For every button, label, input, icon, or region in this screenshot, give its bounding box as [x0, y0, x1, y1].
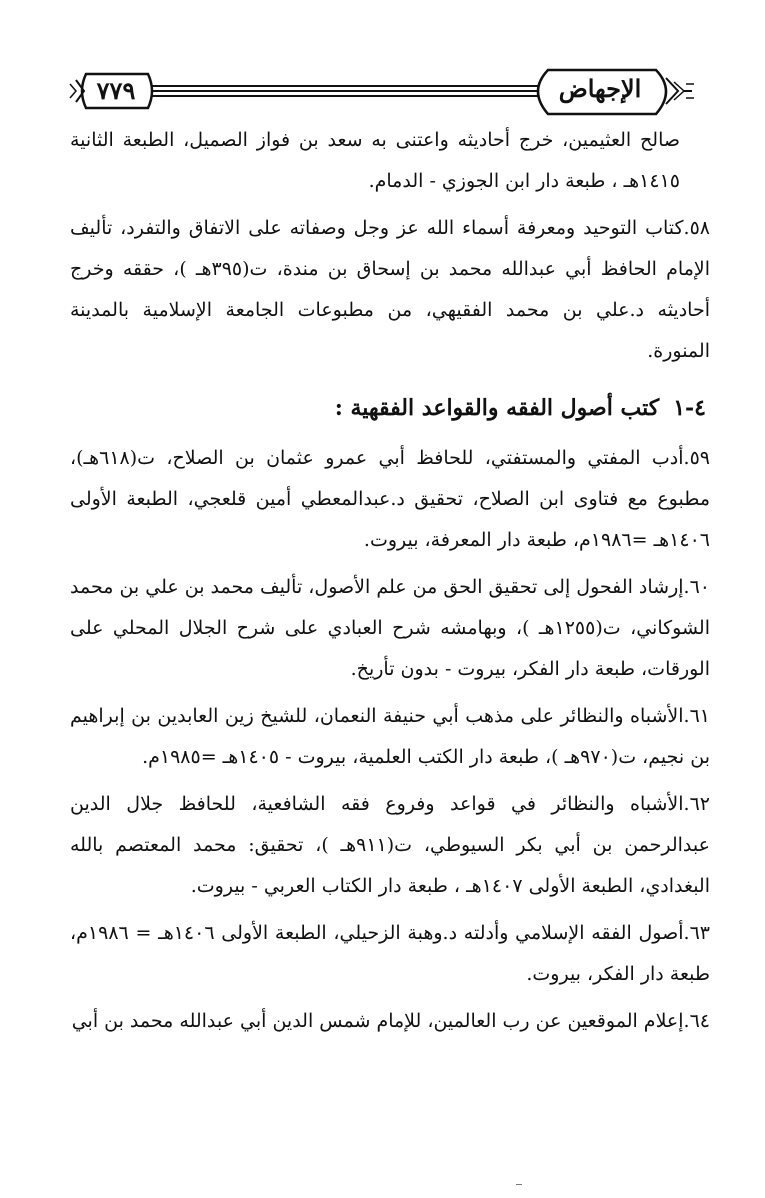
- bibliography-entry: [70, 784, 710, 907]
- page-number: ٧٧٩: [96, 76, 136, 105]
- bibliography-entry: [70, 438, 710, 561]
- entry-text: أدب المفتي والمستفتي، للحافظ أبي عمرو عثمان بن الصلاح، ت(٦١٨هـ)، مطبوع مع فتاوى ابن الصلاح، تحقيق د.عبدالمعطي أمين قلعجي، الطبعة الأولى ١٤٠٦هـ =١٩٨٦م، طبعة دار المعرفة، بيروت.: [70, 447, 710, 551]
- entry-number: ٦١.: [683, 705, 710, 727]
- bibliography-entry-58: [70, 208, 710, 372]
- page-content: [70, 120, 710, 1042]
- entry-number: ٦٠.: [683, 576, 710, 598]
- entry-text: أصول الفقه الإسلامي وأدلته د.وهبة الزحيلي، الطبعة الأولى ١٤٠٦هـ = ١٩٨٦م، طبعة دار الفكر، بيروت.: [70, 922, 710, 985]
- entry-number: ٦٣.: [683, 922, 710, 944]
- entry-text: الأشباه والنظائر على مذهب أبي حنيفة النعمان، للشيخ زين العابدين بن إبراهيم بن نجيم، ت(٩٧٠هـ )، طبعة دار الكتب العلمية، بيروت - ١٤٠٥هـ =١٩٨٥م.: [70, 705, 710, 768]
- entry-number: ٦٢.: [683, 793, 710, 815]
- bibliography-entry: [70, 567, 710, 690]
- page-mark: [516, 1184, 522, 1185]
- continued-paragraph: صالح العثيمين، خرج أحاديثه واعتنى به سعد بن فواز الصميل، الطبعة الثانية ١٤١٥هـ ، طبعة دار ابن الجوزي - الدمام.: [70, 129, 680, 192]
- entry-text: الأشباه والنظائر في قواعد وفروع فقه الشافعية، للحافظ جلال الدين عبدالرحمن بن أبي بكر السيوطي، ت(٩١١هـ )، تحقيق: محمد المعتصم بالله البغدادي، الطبعة الأولى ١٤٠٧هـ ، طبعة دار الكتاب العربي - بيروت.: [70, 793, 710, 897]
- entry-text: إعلام الموقعين عن رب العالمين، للإمام شمس الدين أبي عبدالله محمد بن أبي: [71, 1010, 684, 1032]
- section-title: كتب أصول الفقه والقواعد الفقهية :: [334, 395, 660, 421]
- bibliography-entry: [70, 913, 710, 995]
- bibliography-entry: [70, 1001, 710, 1042]
- entry-number: ٥٨.: [683, 217, 710, 239]
- section-number: ٤-١: [673, 395, 706, 421]
- section-heading: [70, 388, 710, 428]
- entry-text: إرشاد الفحول إلى تحقيق الحق من علم الأصول، تأليف محمد بن علي بن محمد الشوكاني، ت(١٢٥٥هـ )، وبهامشه شرح العبادي على شرح الجلال المحلي على الورقات، طبعة دار الفكر، بيروت - بدون تأريخ.: [70, 576, 710, 680]
- bibliography-entry: [70, 696, 710, 778]
- entry-number: ٥٩.: [683, 447, 710, 469]
- entry-text: كتاب التوحيد ومعرفة أسماء الله عز وجل وصفاته على الاتفاق والتفرد، تأليف الإمام الحافظ أبي عبدالله محمد بن إسحاق بن مندة، ت(٣٩٥هـ )، حققه وخرج أحاديثه د.علي بن محمد الفقيهي، من مطبوعات الجامعة الإسلامية بالمدينة المنورة.: [70, 217, 710, 362]
- entry-number: ٦٤.: [683, 1010, 710, 1032]
- running-title: الإجهاض: [558, 74, 642, 103]
